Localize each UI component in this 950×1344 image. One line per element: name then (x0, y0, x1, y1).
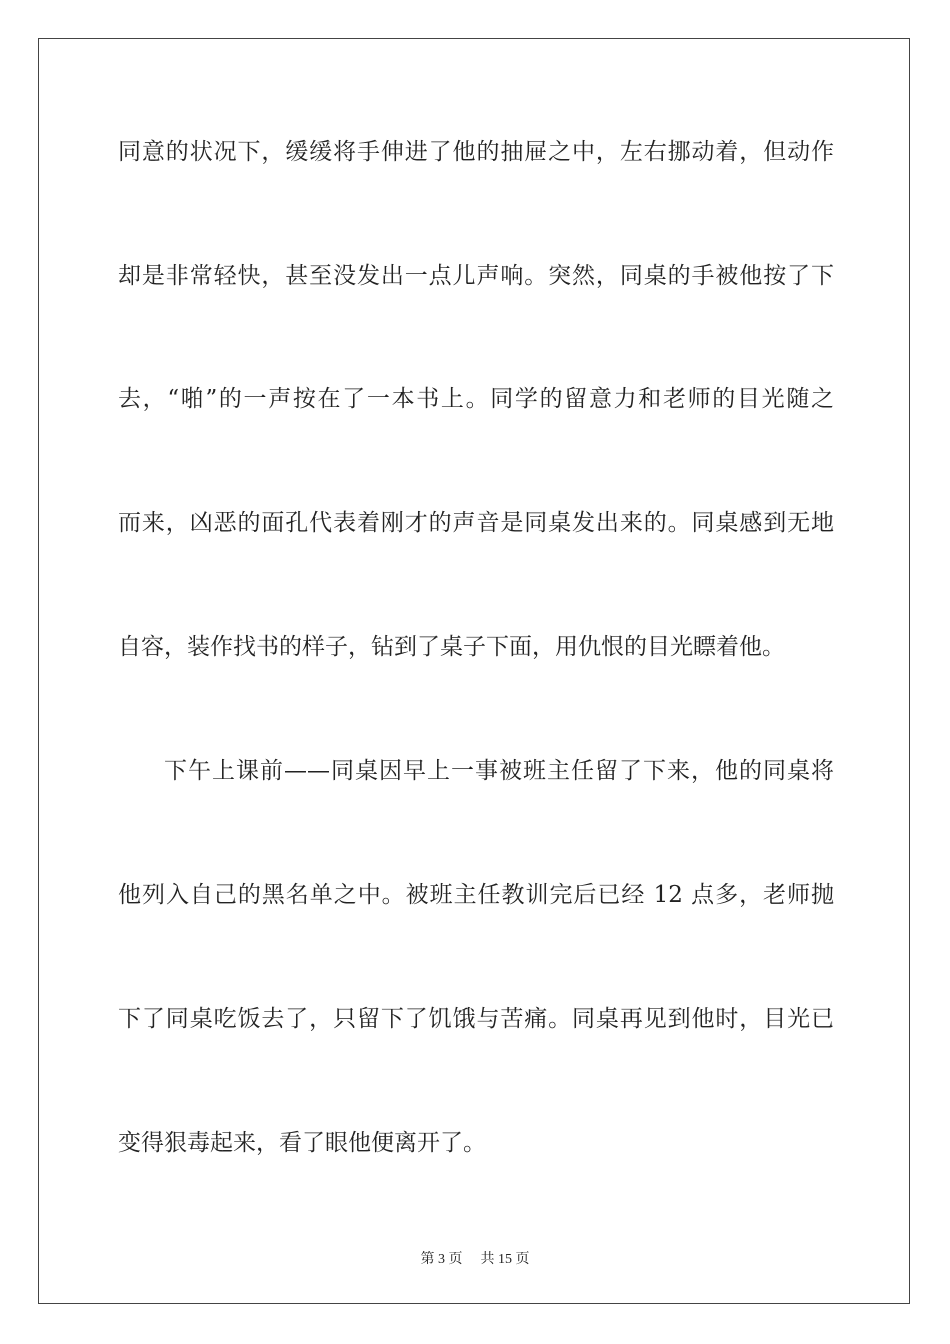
paragraph-line: 下了同桌吃饭去了，只留下了饥饿与苦痛。同桌再见到他时，目光已 (118, 1006, 834, 1032)
paragraph-line: 变得狠毒起来，看了眼他便离开了。 (118, 1130, 486, 1156)
page-total: 共 15 页 (480, 1252, 530, 1267)
paragraph-line: 却是非常轻快，甚至没发出一点儿声响。突然，同桌的手被他按了下 (118, 263, 834, 289)
paragraph-line: 同意的状况下，缓缓将手伸进了他的抽屉之中，左右挪动着，但动作 (118, 139, 834, 165)
paragraph-line: 去，“啪”的一声按在了一本书上。同学的留意力和老师的目光随之 (118, 386, 834, 412)
paragraph-line-indented: 下午上课前——同桌因早上一事被班主任留了下来，他的同桌将 (164, 758, 834, 784)
paragraph-line: 而来，凶恶的面孔代表着刚才的声音是同桌发出来的。同桌感到无地 (118, 510, 834, 536)
page-footer (0, 1248, 950, 1268)
paragraph-line: 他列入自己的黑名单之中。被班主任教训完后已经 12 点多，老师抛 (118, 882, 834, 908)
paragraph-line: 自容，装作找书的样子，钻到了桌子下面，用仇恨的目光瞟着他。 (118, 634, 785, 660)
page-number: 第 3 页 (420, 1252, 463, 1267)
page-border (38, 38, 910, 1304)
